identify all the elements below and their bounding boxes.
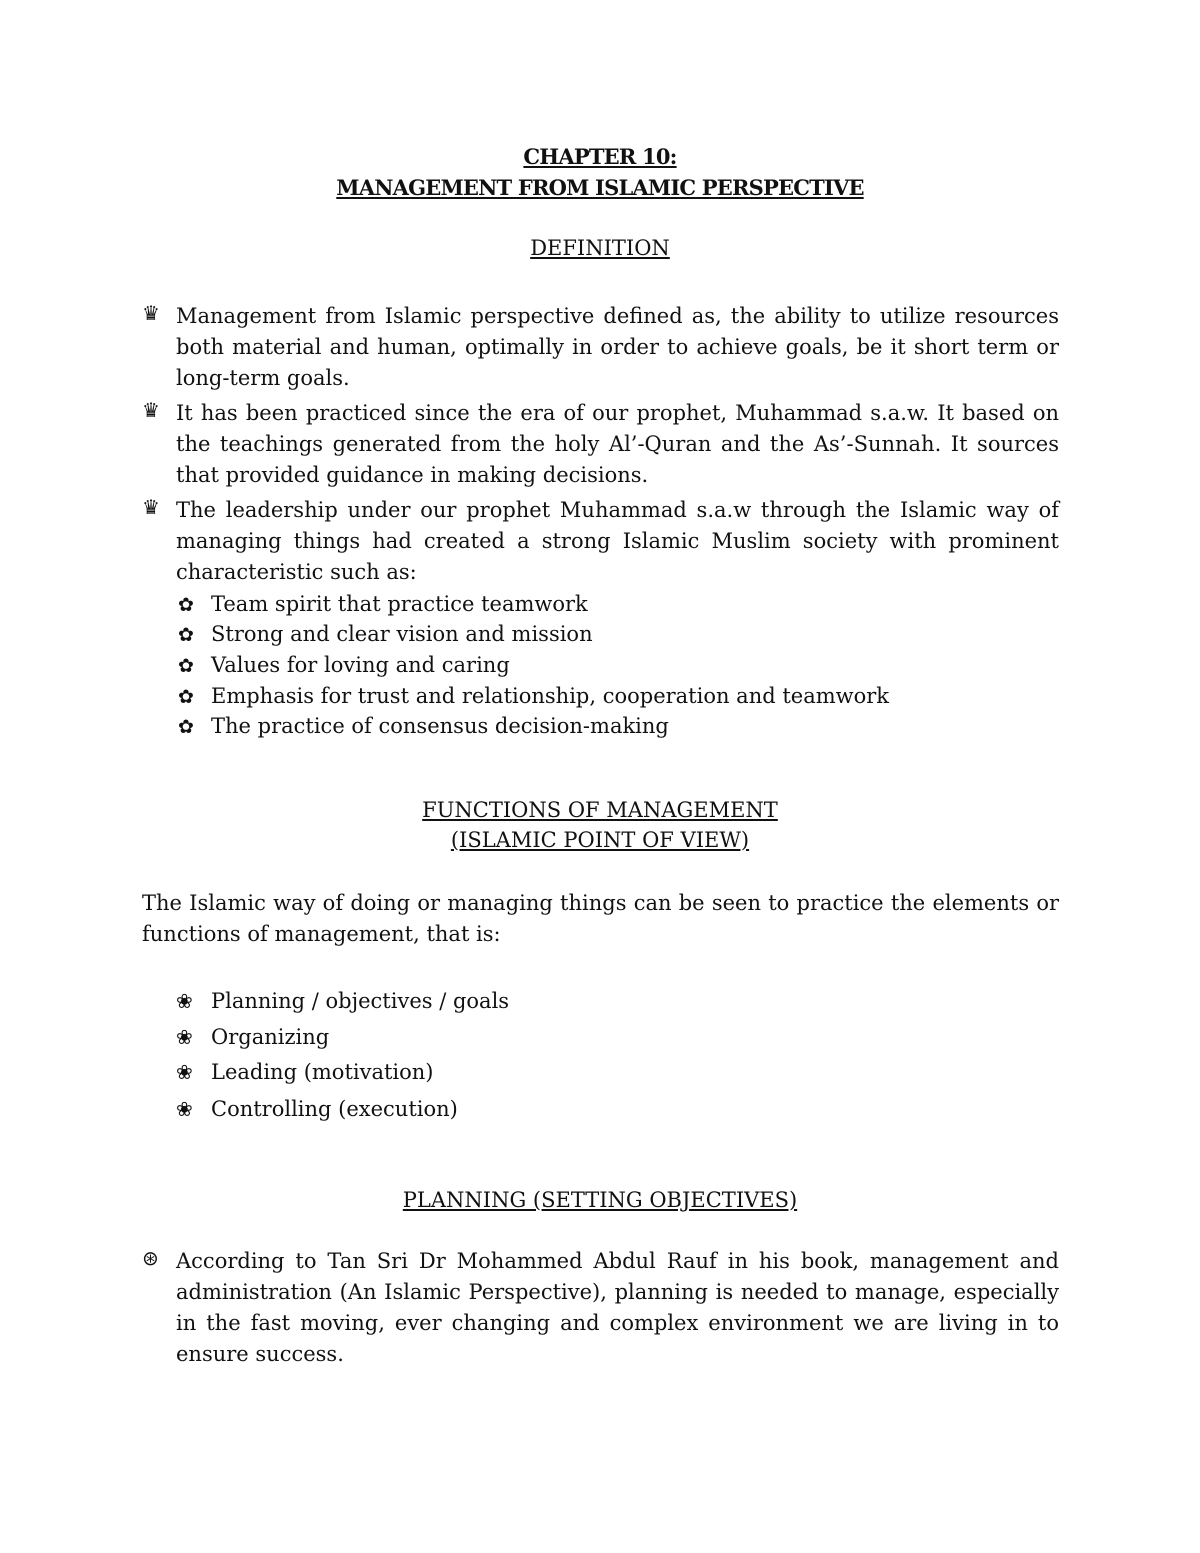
- functions-subheading: (ISLAMIC POINT OF VIEW): [450, 828, 750, 852]
- characteristic-text: Values for loving and caring: [211, 653, 510, 677]
- flower-icon: ✿: [178, 655, 194, 677]
- function-item: [176, 983, 876, 1019]
- characteristic-item: [178, 589, 1058, 620]
- flower-icon: ✿: [178, 716, 194, 738]
- function-item: [176, 1019, 876, 1055]
- definition-bullet-text: The leadership under our prophet Muhammad s.a.w through the Islamic way of managing things had created a strong Islamic Muslim society with prominent characteristic such as:: [176, 498, 1059, 584]
- ornament-icon: ❀: [176, 1025, 193, 1049]
- flower-icon: ✿: [178, 624, 194, 646]
- chapter-number: CHAPTER 10:: [523, 144, 677, 169]
- definition-bullet: [142, 301, 1059, 394]
- target-icon: ⊛: [142, 1246, 159, 1270]
- function-text: Planning / objectives / goals: [211, 989, 510, 1013]
- characteristic-text: Emphasis for trust and relationship, cooperation and teamwork: [211, 684, 890, 708]
- planning-bullet: [142, 1246, 1059, 1370]
- crown-icon: ♛: [142, 495, 160, 519]
- ornament-icon: ❀: [176, 1097, 193, 1121]
- planning-heading: PLANNING (SETTING OBJECTIVES): [402, 1188, 798, 1212]
- definition-bullet-text: It has been practiced since the era of our prophet, Muhammad s.a.w. It based on the teachings generated from the holy Al’-Quran and the As’-Sunnah. It sources that provided guidance in making decisions.: [176, 401, 1059, 487]
- definition-bullet: [142, 495, 1059, 588]
- flower-icon: ✿: [178, 686, 194, 708]
- planning-bullet-text: According to Tan Sri Dr Mohammed Abdul Rauf in his book, management and administration (An Islamic Perspective), planning is needed to manage, especially in the fast moving, ever changing and complex environment we are living in to ensure success.: [176, 1249, 1059, 1366]
- ornament-icon: ❀: [176, 989, 193, 1013]
- function-item: [176, 1054, 876, 1090]
- characteristic-text: Team spirit that practice teamwork: [211, 592, 588, 616]
- function-text: Leading (motivation): [211, 1060, 434, 1084]
- characteristic-item: [178, 650, 1058, 681]
- crown-icon: ♛: [142, 398, 160, 422]
- characteristic-item: [178, 619, 1058, 650]
- definition-bullet: [142, 398, 1059, 491]
- definition-bullet-text: Management from Islamic perspective defined as, the ability to utilize resources both material and human, optimally in order to achieve goals, be it short term or long-term goals.: [176, 304, 1059, 390]
- flower-icon: ✿: [178, 594, 194, 616]
- functions-heading: FUNCTIONS OF MANAGEMENT: [422, 798, 778, 822]
- characteristic-item: [178, 711, 1058, 742]
- characteristic-text: Strong and clear vision and mission: [211, 622, 593, 646]
- function-text: Organizing: [211, 1025, 330, 1049]
- chapter-title: MANAGEMENT FROM ISLAMIC PERSPECTIVE: [336, 175, 864, 200]
- crown-icon: ♛: [142, 301, 160, 325]
- function-item: [176, 1091, 876, 1127]
- ornament-icon: ❀: [176, 1060, 193, 1084]
- characteristic-item: [178, 681, 1058, 712]
- definition-heading: DEFINITION: [530, 236, 670, 260]
- functions-intro: The Islamic way of doing or managing things can be seen to practice the elements or functions of management, that is:: [142, 891, 1059, 946]
- function-text: Controlling (execution): [211, 1097, 458, 1121]
- characteristic-text: The practice of consensus decision-making: [211, 714, 669, 738]
